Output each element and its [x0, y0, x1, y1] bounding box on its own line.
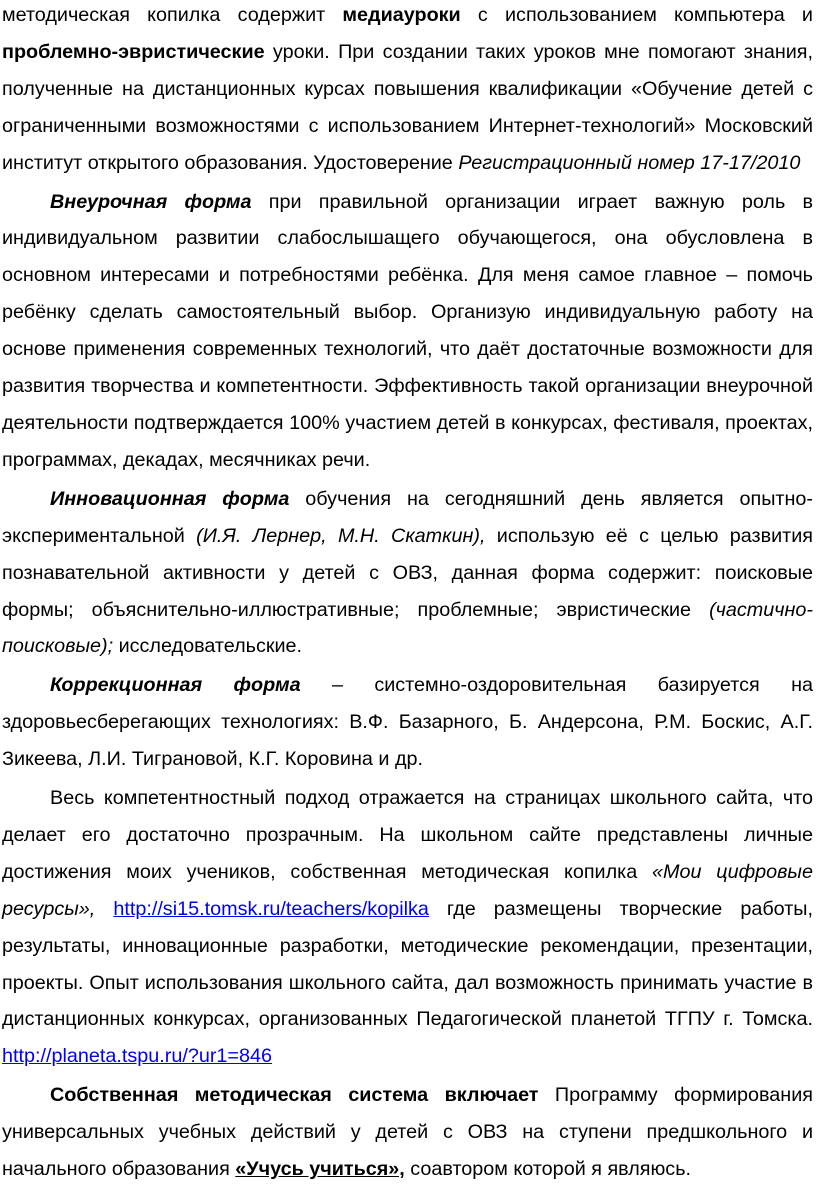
heading-correctional-form: Коррекционная форма — [50, 674, 301, 697]
bold-term-media-lessons: медиауроки — [342, 4, 461, 26]
text: где размещены творческие работы, результаты, инновационные разработки, методические рекомендации, презентации, проекты. Опыт использования школьного сайта, дал возможность принимать участие в дистанционных конкурсах, организованных Педагогической планетой ТГПУ г. Томска. — [2, 897, 813, 1031]
text: обучения на сегодняшний день является опытно-экспериментальной — [2, 487, 813, 547]
registration-number: Регистрационный номер 17-17/2010 — [458, 151, 801, 174]
heading-extracurricular-form: Внеурочная форма — [50, 190, 252, 213]
text: – системно-оздоровительная базируется на здоровьесберегающих технологиях: В.Ф. Базарного, Б. Андерсона, Р.М. Боскис, А.Г. Зикеева, Л.И. Тиграновой, К.Г. Коровина и др. — [2, 674, 813, 771]
bold-methodical-system: Собственная методическая система включает — [50, 1084, 539, 1107]
digital-resources-title: «Мои цифровые ресурсы», — [2, 860, 813, 920]
paragraph-methodical-system — [2, 1077, 813, 1188]
planeta-link[interactable]: http://planeta.tspu.ru/?ur1=846 — [2, 1045, 272, 1068]
text: с использованием компьютера и — [460, 4, 813, 26]
text: Программу формирования универсальных учебных действий у детей с ОВЗ на ступени предшкольного и начального образования — [2, 1084, 813, 1181]
program-title-learning-to-learn: «Учусь учиться», — [235, 1158, 405, 1181]
paragraph-correctional-form — [2, 667, 813, 778]
text: использую её с целью развития познавательной активности у детей с ОВЗ, данная форма содержит: поисковые формы; объяснительно-иллюстративные; проблемные; эвристические — [2, 524, 813, 621]
authors-citation: (И.Я. Лернер, М.Н. Скаткин), — [196, 524, 486, 547]
bold-term-problem-heuristic: проблемно-эвристические — [2, 40, 265, 63]
heading-innovative-form: Инновационная форма — [50, 487, 290, 510]
paragraph-methodical-collection — [2, 0, 813, 182]
kopilka-link[interactable]: http://si15.tomsk.ru/teachers/kopilka — [113, 897, 429, 920]
text: при правильной организации играет важную роль в индивидуальном развитии слабослышащего обучающегося, она обусловлена в основном интересами и потребностями ребёнка. Для меня самое главное – помочь ребёнку сделать самостоятельный выбор. Организую индивидуальную работу на основе применения современных технологий, что даёт достаточные возможности для развития творчества и компетентности. Эффективность такой организации внеурочной деятельности подтверждается 100% участием детей в конкурсах, фестиваля, проектах, программах, декадах, месячниках речи. — [2, 190, 814, 471]
text — [95, 898, 113, 920]
paragraph-extracurricular-form — [2, 184, 813, 479]
text: уроки. При создании таких уроков мне помогают знания, полученные на дистанционных курсах повышения квалификации «Обучение детей с ограниченными возможностями с использованием Интернет-технологий» Московский институт открытого образования. Удостоверение — [2, 40, 813, 174]
partial-search-note: (частично-поисковые); — [2, 598, 813, 658]
paragraph-school-website — [2, 780, 813, 1075]
text: методическая копилка содержит — [2, 4, 343, 26]
text: исследовательские. — [113, 635, 303, 658]
text: Весь компетентностный подход отражается на страницах школьного сайта, что делает его достаточно прозрачным. На школьном сайте представлены личные достижения моих учеников, собственная методическая копилка — [2, 787, 813, 883]
text: соавтором которой я являюсь. — [404, 1158, 691, 1181]
paragraph-innovative-form — [2, 481, 813, 666]
